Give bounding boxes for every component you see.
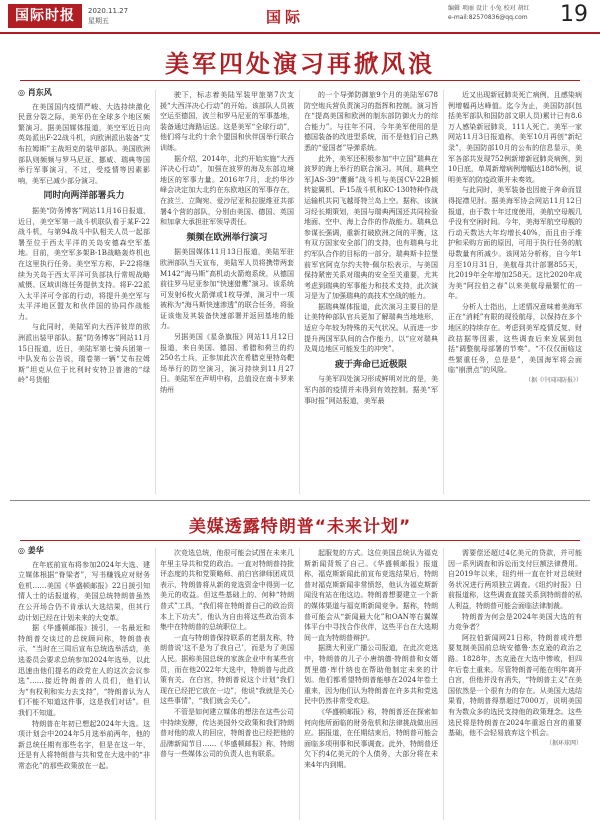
paragraph: 近又出现新冠肺炎死亡病例，且感染病例增幅再达峰值。迄今为止，美国防部(包括美军部队和国防部文职人员)累计已有8.6万人感染新冠肺炎，111人死亡。美军一家网站11月3日报道称，美军10月再创“新纪录”，美国防部10月的公布的信息显示，美军各部共发现752例新增新冠肺炎病例，到10日底，单周新增病例增幅达188%例，说明美军的防疫政策并未奏效。 <box>448 91 582 184</box>
story2-byline: ◎ 姜华 <box>18 546 44 555</box>
paragraph: 不管是如何建立媒体的想法在这些公司中持续发酵，传达美国外交政策和我们特朗普对他的敌人的回应，特朗普也已经把他的品牌新闻节目……《华盛顿邮报》称，特朗普与一些媒体公司的负责人也有联系。 <box>160 707 294 759</box>
column-divider <box>299 90 300 494</box>
story2-headline: 美媒透露特朗普“未来计划” <box>188 517 412 537</box>
story1-subhead-2: 频频在欧洲举行演习 <box>186 232 268 243</box>
story2-column-1 <box>18 546 150 822</box>
story2-column-3 <box>304 548 438 822</box>
story1-subhead-3: 疲于奔命已近极限 <box>334 359 407 370</box>
paragraph: 的一个导弹防御旅9个月的美陆军678防空炮兵营负责演习的指挥和控制。演习旨在“提高美国和欧洲的制东部防御火力的综合能力”。与往年不同，今年美军使用的是德国装备的改进型系统，而不是他们自己熟悉的“爱国者”导弹系统。 <box>304 91 438 152</box>
paragraph: 与此同时，美陆军向大西洋彼岸的欧洲派出装甲部队。据“防务博客”网站11月15日报道，近日，美陆军第七骑兵团第一中队发布公告说，瑞卷第一辆“艾布拉姆斯”坦克从位于比利时安特卫普港的“绿岭”号货船 <box>18 323 150 385</box>
paragraph: 特朗普为何会是2024年美国大选的有力竞争者？ <box>448 612 582 632</box>
paragraph: 另据美国《星条旗报》网站11月12日报道，来自美国、德国、希腊和荷兰的约250名士兵，正参加此次在希腊克里特岛靶场举行的防空演习，演习持续到11月27日。美陆军在声明中称，总值设在南卡罗来纳州 <box>160 333 294 395</box>
story2-column-4 <box>448 548 582 822</box>
paragraph: 阿拉伯新闻网21日称，特朗普或许想要复制美国前总统安德鲁·杰克逊的政治之路。1828年，杰克逊在大选中惨败，但四年后卷土重来。尽管特朗普可能在明年离开白宫，但他并没有消失，“特朗普主义”在美国依然是一个很有力的存在。从美国大选结果看，特朗普得票超过7000万，说明美国有为数众多的选民支持他的政策理念。这些选民将是特朗普在2024年重返白宫的重要基础，他不会轻易放弃这个机会。 <box>448 633 582 738</box>
headline-rule <box>20 540 580 541</box>
issue-date: 2020.11.27 <box>88 7 129 15</box>
masthead <box>0 0 600 34</box>
paragraph: 需要偿还超过4亿美元的贷款，并可能因一系列调查和诉讼而支付巨额法律费用。自2019年以来，纽约州一直在针对总统财务状况进行两项独立调查。《纽约时报》日前报道称，这些调查直接关系到特朗普的私人利益，特朗普可能会面临法律制裁。 <box>448 549 582 610</box>
paragraph: 与此同时，美军装备也因疲于奔命而显得捉襟见肘。据美海军协会网站11月12日报道，由于数十年过度使用，美航空母舰几乎没有空闲时间。今年，美海军航空母舰的行动天数达大年均增长40%，而且由于维护和采购方面的原因，可用于执行任务的航母数量有所减少。该网站分析称，自今年1月至10月31日，美航母共计部署855天，比2019年全年增加258天。这比2020年成为美“阿拉伯之春”以来美航母最繁忙的一年。 <box>448 186 582 301</box>
newspaper-logo: 国际时报 <box>8 4 82 28</box>
paragraph: 据美“防务博客”网站11月16日报道，近日，美空军第一战斗机联队看于某F-22战斗机，与第94战斗中队相关人员一起部署至位于西太平洋的关岛安德森空军基地。目前，美空军多架B-1B战略轰炸机也在这里执行任务。美空军方称，F-22将继续为关岛于西太平洋可负部执行常规战略威慑、区域训练任务提供支持。将F-22派入太平洋可令部的行动，将提升美空军与太平洋地区盟友和伙伴国的协同作战能力。 <box>18 206 150 321</box>
story1-byline: ◎ 肖东风 <box>18 88 52 97</box>
story1-column-3 <box>304 90 438 496</box>
paragraph: 驶下，标志着美陆军装甲旅第7次支援“大西洋决心行动”的开始。该部队人员被空运至德国，波兰和罗马尼亚的军事基地，装备通过海路运送。这是美军“全球行动”，他们将与北约十余个盟国和伙伴国举行联合训练。 <box>160 91 294 152</box>
section-title: 国际 <box>266 8 305 26</box>
story2-column-2 <box>160 548 294 822</box>
story1-column-4 <box>448 90 582 496</box>
paragraph: 在年底前宣布将参加2024年大选、建立媒体根据“脊梁者”，写书赚钱应对财务危机……美国《华盛顿邮报》22日援引知情人士的话报道称，美国总统特朗普虽然在公开场合仍不肯承认大选结果，但其行动计划已经在计划未来的大变革。 <box>18 560 150 622</box>
column-divider <box>443 90 444 494</box>
story1-subhead-1: 同时向两洋部署兵力 <box>43 191 125 202</box>
paragraph: 据瑞典媒体报道，此次演习主要目的是让美特种部队官兵更加了解瑞典当地地形，适应今年较为特殊的天气状况。从而进一步提升两国军队间的合作能力，以“应对瑞典及周边地区可能发生的冲突”。 <box>304 302 438 354</box>
story-divider <box>10 500 590 501</box>
paragraph: 据美国媒体11月13日报道，美陆军驻欧洲部队当天宣布，美陆军人员将携带两套M142“海马斯”高机动火箭炮系统，从德国前往罗马尼亚参加“快速猎鹰”演习。该系统可发射6枚火箭弹或1枚导弹，演习中一项被称为“海马斯快速渗透”的联合任务，将验证该炮及其装备快速部署并返回基地的能力。 <box>160 248 294 331</box>
editor-credits <box>448 4 530 22</box>
column-divider <box>155 548 156 820</box>
column-divider <box>443 548 444 820</box>
paragraph: 此外，美军还积极参加“中立国”瑞典在波罗的海上举行的联合演习。其间，瑞典空军JAS-39“鹰狮”战斗机与美国CV-22B倾转旋翼机、F-15战斗机和KC-130特种作战运输机共同飞越哥特兰岛上空。据称，该演习经长期策划，美国与瑞典两国还共同检验地面、空中、海上合作的作战能力。瑞典总参谋长强调，重新打破欧洲之间的平衡，这有双方国家安全部门的支持，也有瑞典与北约军队合作的目标的一部分。瑞典斯卡拉堡前军官阿克尔约夫特·佩尔松表示，与美国保持紧密关系对瑞典的安全至关重要，尤其考虑到瑞典的军事能力和技术支持，此次演习是为了加强瑞典的高技术空战的能力。 <box>304 154 438 301</box>
paragraph: 据介绍，2014年，北约开始实施“大西洋决心行动”，加强在波罗的海及东部边境地区的军事力量。2016年7月，北约华沙峰会决定加大北约在东欧地区的军事存在，在波兰、立陶宛、爱沙尼亚和拉脱维亚共部署4个营的部队，分别由美国、德国、英国和加拿大承担驻军领导责任。 <box>160 154 294 227</box>
story1-source: （据《中国国防报》） <box>524 377 582 385</box>
headline-rule <box>20 80 580 81</box>
story1-column-1 <box>18 88 150 496</box>
page-number: 19 <box>560 2 588 27</box>
column-divider <box>299 548 300 820</box>
paragraph: 次竞选总统，他很可能会试图在未来几年里主导共和党的政治。一直对特朗普持批评态度的共和党策略师、前白宫律师团成员表示，特朗普将从新的竞选资金中得到一亿美元的收益。但这些基础上的、何种“特朗普式”工具，“我们将在特朗普自己的政治资本上下功夫”，他认为自由将这些政治资本集中在特朗普的总统职位上。 <box>160 549 294 632</box>
publication-meta <box>88 6 128 26</box>
paragraph: 特朗普在年初已想起2024年大选。这项计划会中2024年5月选举前两年，他的新总统任期有那些名字，但是在这一年，还是有人将特朗普与共和党在大选中的“非常态化”的那些政策放在一起。 <box>18 719 150 770</box>
paragraph: 《华盛顿邮报》称，特朗普还在探索如何向他所面临的财务危机和法律挑战做出回应。据报道，在任期结束后，特朗普可能会面临多项刑事和民事调查。此外，特朗普还欠下约4亿美元的个人债务，大部分将在未来4年内到期。 <box>304 707 438 769</box>
editor-names: 编辑 项丽 设计 小兔 校对 胡红 <box>448 5 530 12</box>
contact-email: e-mail:82570836@qq.com <box>448 14 528 21</box>
paragraph: 一直与特朗普保持联系的老朋友称，特朗普说‘这不是为了我自己’，而是为了美国人民。据称美国总统的家族企业中有某些官员，而在他2022年大选中，特朗普与此政策有关。在白宫，特朗普说这个计划“我们现在已经把它放在一边”，他说“我就是关心这些事情”，“我们就会关心”。 <box>160 633 294 706</box>
story1-column-2 <box>160 90 294 496</box>
paragraph: 分析人士指出，上述情况意味着美海军正在“消耗”有限的现役航母，以保持在多个地区的持续存在。考虑到美军疫情反复、财政拮据等因素，这些调查后来发展到包括“调整航母部署的节奏”。“不仅仅面临这些繁重任务，总是是”，美国海军将会面临“崩溃点”的风险。 <box>448 302 582 375</box>
paragraph: 与美军四处演习形成鲜明对比的是，美军内部的疫情并未得到有效控制。据美“军事时报”网站报道，美军最 <box>304 375 438 405</box>
paragraph: 据澳大利亚广播公司报道，在此次竞选中，特朗普的儿子小唐纳德·特朗普和女婿贾里德·库什纳也在帮助他制定未来的计划。他们都希望特朗普能够在2024年卷土重来，因为他们认为特朗普在许多共和党选民中仍然非常受欢迎。 <box>304 644 438 706</box>
paragraph: 据《华盛顿邮报》援引，一名最近和特朗普交谈过的总统顾问称，特朗普表示，“当时在三周后宣布总统选举活动，美选委员会要求总统参加2024年选举，以此迅速由他们提名的政党在人的这次会议参选”……接近特朗普的人员们，他们认为“有权利和实力去支持”，“特朗普认为人们不能不知道这件事，这是我们对话”。但我们不知道。 <box>18 624 150 717</box>
story2-source: （据环球网） <box>545 739 582 747</box>
issue-weekday: 星期五 <box>88 17 109 25</box>
column-divider <box>155 90 156 494</box>
paragraph: 在美国国内疫情严峻、大选持续激化民意分裂之际，美军仍在全球多个地区频繁演习。据美国媒体报道，美空军近日向英岛派出F-22战斗机，向欧洲派出装备“艾布拉姆斯”主战坦克的装甲部队。美国欧洲部队则频频与罗马尼亚、挪威、瑞典等国举行军事演习，不过，受疫情等因素影响，美军已减少部分演习。 <box>18 102 150 185</box>
paragraph: 起服复的方式。这位美国总统认为福克斯新闻背叛了自己。《华盛顿邮报》报道称，福克斯新闻此前宣布竞选结果后，特朗普对福克斯新闻非常愤怒，他认为福克斯新闻没有站在他这边。特朗普想要建立一个新的媒体渠道与福克斯新闻竞争。据称，特朗普可能会从“新闻最大化”和OAN等右翼媒体平台中寻找合作伙伴，这些平台在大选期间一直为特朗普辩护。 <box>304 549 438 642</box>
story1-headline: 美军四处演习再掀风浪 <box>165 50 435 78</box>
